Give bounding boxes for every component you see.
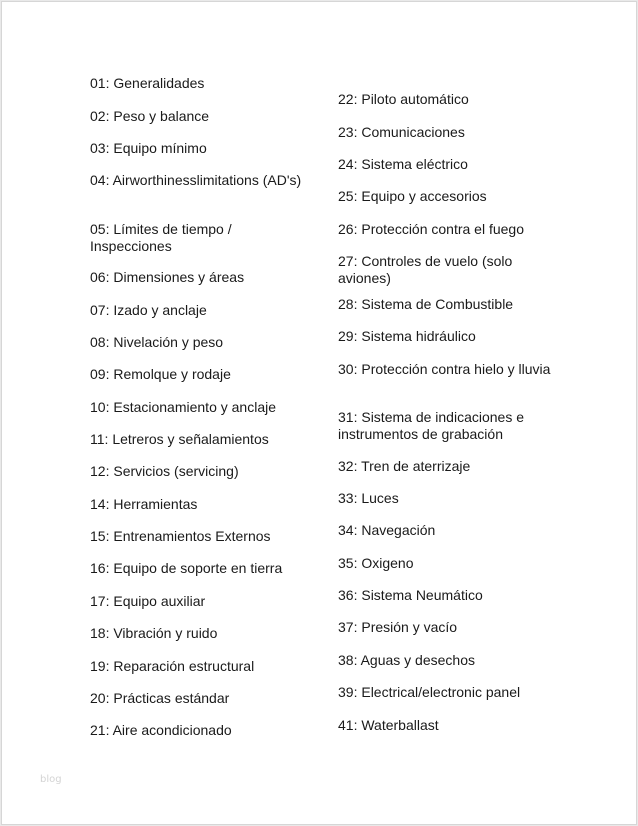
- list-item: 41: Waterballast: [338, 717, 439, 733]
- list-item: 02: Peso y balance: [90, 108, 210, 124]
- list-item: 19: Reparación estructural: [90, 658, 255, 674]
- list-item: 12: Servicios (servicing): [90, 463, 239, 479]
- list-item: 17: Equipo auxiliar: [90, 593, 206, 609]
- list-item: 38: Aguas y desechos: [338, 652, 475, 668]
- list-item: 15: Entrenamientos Externos: [90, 528, 271, 544]
- document-page: [1, 1, 637, 825]
- list-item: 30: Protección contra hielo y lluvia: [338, 361, 551, 377]
- list-item: 29: Sistema hidráulico: [338, 328, 476, 344]
- list-item: 35: Oxigeno: [338, 555, 414, 571]
- list-item: 08: Nivelación y peso: [90, 334, 224, 350]
- list-item: 05: Límites de tiempo / Inspecciones: [90, 221, 232, 254]
- list-item: 27: Controles de vuelo (solo aviones): [338, 253, 513, 286]
- list-item: 18: Vibración y ruido: [90, 625, 218, 641]
- list-item: 34: Navegación: [338, 522, 436, 538]
- list-item: 33: Luces: [338, 490, 399, 506]
- watermark: blog: [40, 774, 62, 785]
- list-item: 06: Dimensiones y áreas: [90, 269, 245, 285]
- list-item: 26: Protección contra el fuego: [338, 221, 525, 237]
- list-item: 32: Tren de aterrizaje: [338, 458, 471, 474]
- list-item: 39: Electrical/electronic panel: [338, 684, 521, 700]
- list-item: 21: Aire acondicionado: [90, 722, 232, 738]
- list-item: 01: Generalidades: [90, 75, 205, 91]
- list-item: 04: Airworthinesslimitations (AD's): [90, 172, 302, 188]
- list-item: 16: Equipo de soporte en tierra: [90, 560, 283, 576]
- list-item: 36: Sistema Neumático: [338, 587, 483, 603]
- list-item: 23: Comunicaciones: [338, 124, 465, 140]
- list-item: 11: Letreros y señalamientos: [90, 431, 269, 447]
- list-item: 25: Equipo y accesorios: [338, 188, 487, 204]
- list-item: 14: Herramientas: [90, 496, 198, 512]
- list-item: 28: Sistema de Combustible: [338, 296, 514, 312]
- list-item: 20: Prácticas estándar: [90, 690, 230, 706]
- list-item: 10: Estacionamiento y anclaje: [90, 399, 276, 415]
- list-item: 22: Piloto automático: [338, 91, 469, 107]
- list-item: 31: Sistema de indicaciones e instrumentos de grabación: [338, 409, 524, 442]
- list-item: 37: Presión y vacío: [338, 619, 458, 635]
- list-item: 24: Sistema eléctrico: [338, 156, 468, 172]
- list-item: 07: Izado y anclaje: [90, 302, 207, 318]
- list-item: 09: Remolque y rodaje: [90, 366, 231, 382]
- list-item: 03: Equipo mínimo: [90, 140, 207, 156]
